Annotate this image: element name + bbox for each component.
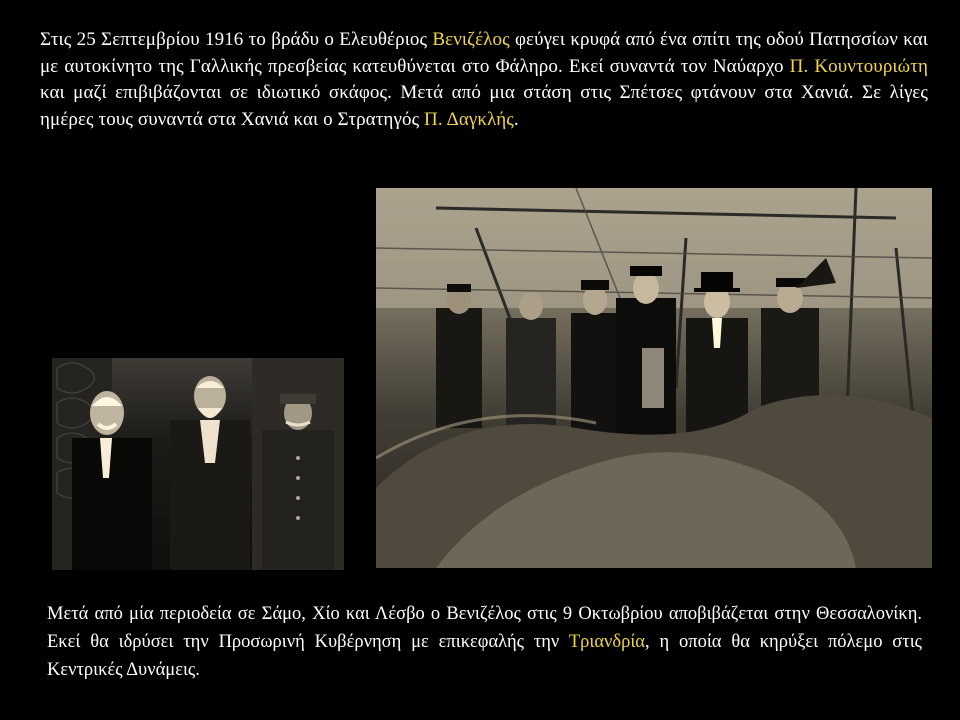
highlight-danglis: Π. Δαγκλής [424,108,514,130]
top-paragraph-text-2: φεύγει κρυφά από ένα σπίτι της οδού Πατησσίων και με αυτοκίνητο της Γαλλικής πρεσβείας κατευθύνεται στο Φάληρο. Εκεί συναντά τον Ναύαρχο [40,29,928,77]
top-paragraph [40,27,928,133]
photo-three-men [52,358,344,570]
photo-group-on-vessel-drawing [376,188,932,568]
top-paragraph-text-4: . [513,108,519,130]
bottom-paragraph-text-1: Μετά από μία περιοδεία σε Σάμο, Χίο και Λέσβο ο Βενιζέλος στις 9 Οκτωβρίου αποβιβάζεται στην Θεσσαλονίκη. Εκεί θα ιδρύσει την Προσωρινή Κυβέρνηση με επικεφαλής την [47,604,922,652]
bottom-paragraph-text-2: , η οποία θα κηρύξει πόλεμο στις Κεντρικές Δυνάμεις. [47,632,922,680]
highlight-venizelos: Βενιζέλος [432,29,510,50]
highlight-kountouriotis: Π. Κουντουριώτη [789,55,928,77]
photo-three-men-drawing [52,358,344,570]
photo-group-on-vessel [376,188,932,568]
top-paragraph-text-1: Στις 25 Σεπτεμβρίου 1916 το βράδυ ο Ελευθέριος [40,29,433,50]
bottom-paragraph [47,600,922,684]
highlight-triandria: Τριανδρία [568,632,645,652]
top-paragraph-text-3: και μαζί επιβιβάζονται σε ιδιωτικό σκάφος. Μετά από μια στάση στις Σπέτσες φτάνουν στα Χανιά. Σε λίγες ημέρες τους συναντά στα Χανιά και ο Στρατηγός [40,82,928,130]
